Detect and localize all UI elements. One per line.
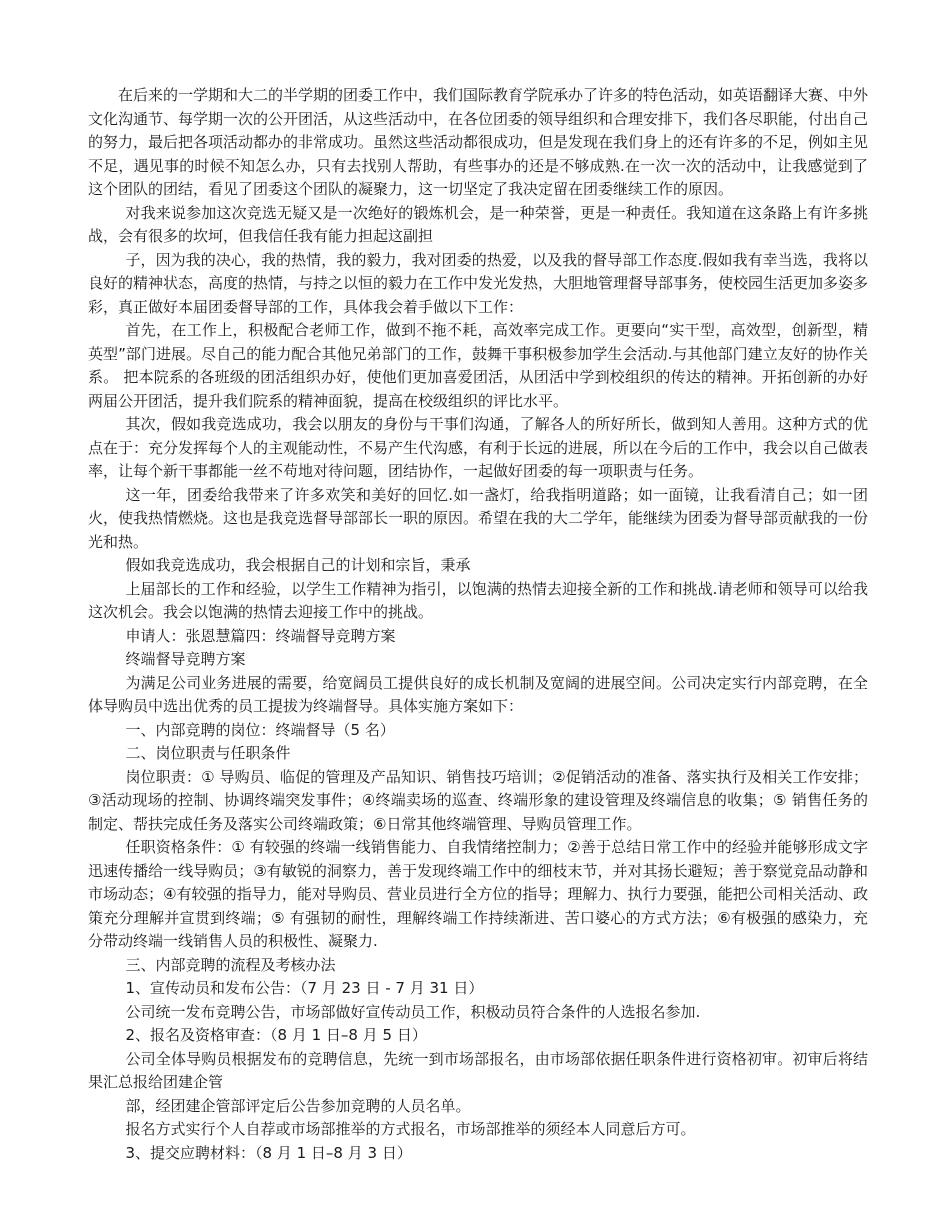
paragraph: 这一年，团委给我带来了许多欢笑和美好的回忆.如一盏灯，给我指明道路；如一面镜，让我看清自己；如一团火，使我热情燃烧。这也是我竞选督导部部长一职的原因。希望在我的大二学年，能继续为团委为督导部贡献我的一份光和热。 xyxy=(88,485,869,551)
heading: 二、岗位职责与任职条件 xyxy=(125,744,291,762)
paragraph: 在后来的一学期和大二的半学期的团委工作中，我们国际教育学院承办了许多的特色活动，如英语翻译大赛、中外文化沟通节、每学期一次的公开团活，从这些活动中，在各位团委的领导组织和合理安排下，我们各尽职能，付出自己的努力，最后把各项活动都办的非常成功。虽然这些活动都很成功，但是发现在我们身上的还有许多的不足，例如主见不足，遇见事的时候不知怎么办，只有去找别人帮助，有些事办的还是不够成熟.在一次一次的活动中，让我感觉到了这个团队的团结，看见了团委这个团队的凝聚力，这一切坚定了我决定留在团委继续工作的原因。 xyxy=(88,86,869,198)
heading: 一、内部竞聘的岗位：终端督导（5 名） xyxy=(125,720,395,739)
paragraph: 报名方式实行个人自荐或市场部推举的方式报名，市场部推举的须经本人同意后方可。 xyxy=(125,1120,696,1138)
step-heading: 2、报名及资格审查：（8 月 1 日–8 月 5 日） xyxy=(125,1026,427,1044)
paragraph: 其次，假如我竞选成功，我会以朋友的身份与干事们沟通，了解各人的所好所长，做到知人善用。这种方式的优点在于：充分发挥每个人的主观能动性，不易产生代沟感，有利于长远的进展，所以在今后的工作中，我会以自己做表率，让每个新干事都能一丝不苟地对待问题，团结协作，一起做好团委的每一项职责与任务。 xyxy=(88,415,869,480)
paragraph: 岗位职责：① 导购员、临促的管理及产品知识、销售技巧培训；②促销活动的准备、落实执行及相关工作安排；③活动现场的控制、协调终端突发事件；④终端卖场的巡查、终端形象的建设管理及终端信息的收集；⑤ 销售任务的制定、帮扶完成任务及落实公司终端政策；⑥日常其他终端管理、导购员管理工作。 xyxy=(88,767,868,833)
paragraph: 部，经团建企管部评定后公告参加竞聘的人员名单。 xyxy=(125,1096,471,1115)
heading: 三、内部竞聘的流程及考核办法 xyxy=(125,955,336,974)
section-title: 终端督导竞聘方案 xyxy=(125,650,246,668)
paragraph: 假如我竞选成功，我会根据自己的计划和宗旨，秉承 xyxy=(125,556,471,574)
paragraph: 对我来说参加这次竞选无疑又是一次绝好的锻炼机会，是一种荣誉，更是一种责任。我知道在这条路上有许多挑战，会有很多的坎坷，但我信任我有能力担起这副担 xyxy=(88,203,868,245)
document-body xyxy=(88,84,868,1165)
paragraph: 上届部长的工作和经验，以学生工作精神为指引，以饱满的热情去迎接全新的工作和挑战.请老师和领导可以给我这次机会。我会以饱满的热情去迎接工作中的挑战。 xyxy=(88,579,868,621)
applicant-line: 申请人：张恩慧篇四：终端督导竞聘方案 xyxy=(125,626,396,645)
paragraph: 公司全体导购员根据发布的竞聘信息，先统一到市场部报名，由市场部依据任职条件进行资格初审。初审后将结果汇总报给团建企管 xyxy=(88,1049,868,1091)
paragraph: 公司统一发布竞聘公告，市场部做好宣传动员工作，积极动员符合条件的人选报名参加. xyxy=(125,1002,701,1021)
paragraph: 任职资格条件：① 有较强的终端一线销售能力、自我情绪控制力；②善于总结日常工作中的经验并能够形成文字迅速传播给一线导购员；③有敏锐的洞察力，善于发现终端工作中的细枝末节，并对其扬长避短；善于察觉竞品动静和市场动态；④有较强的指导力，能对导购员、营业员进行全方位的指导；理解力、执行力要强，能把公司相关活动、政策充分理解并宣贯到终端；⑤ 有强韧的耐性，理解终端工作持续渐进、苦口婆心的方式方法；⑥有极强的感染力，充分带动终端一线销售人员的积极性、凝聚力. xyxy=(88,838,868,950)
step-heading: 1、宣传动员和发布公告：（7 月 23 日 - 7 月 31 日） xyxy=(125,979,484,997)
paragraph: 首先，在工作上，积极配合老师工作，做到不拖不耗，高效率完成工作。更要向“实干型，高效型，创新型，精英型”部门进展。尽自己的能力配合其他兄弟部门的工作，鼓舞干事积极参加学生会活动.与其他部门建立友好的协作关系。 把本院系的各班级的团活组织办好，使他们更加喜爱团活，从团活中学到校组织的传达的精神。开拓创新的办好两届公开团活，提升我们院系的精神面貌，提高在校级组织的评比水平。 xyxy=(88,321,868,410)
paragraph: 子，因为我的决心，我的热情，我的毅力，我对团委的热爱，以及我的督导部工作态度.假如我有幸当选，我将以良好的精神状态，高度的热情，与持之以恒的毅力在工作中发光发热，大胆地管理督导部事务，使校园生活更加多姿多彩，真正做好本届团委督导部的工作，具体我会着手做以下工作： xyxy=(88,250,869,316)
paragraph: 为满足公司业务进展的需要，给宽阔员工提供良好的成长机制及宽阔的进展空间。公司决定实行内部竞聘，在全体导购员中选出优秀的员工提拔为终端督导。具体实施方案如下： xyxy=(88,673,868,715)
step-heading: 3、提交应聘材料：（8 月 1 日–8 月 3 日） xyxy=(125,1143,412,1162)
